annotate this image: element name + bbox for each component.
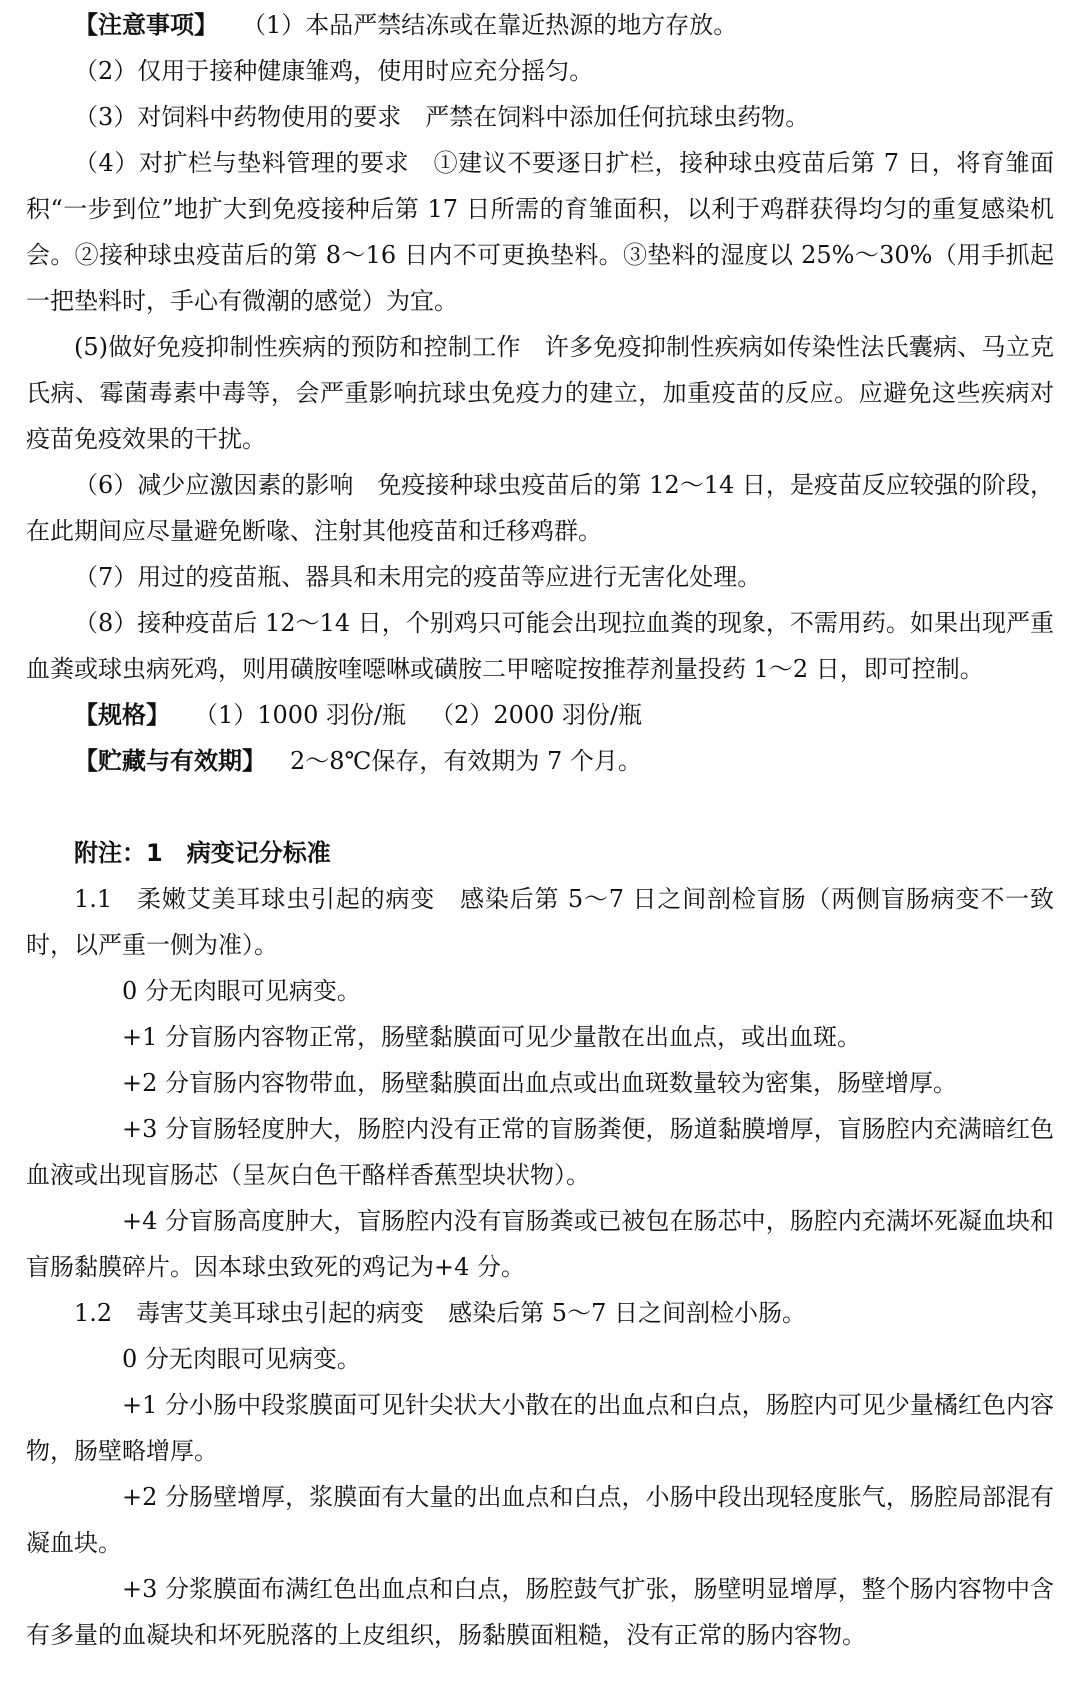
- storage-heading: 【贮藏与有效期】: [74, 747, 266, 775]
- notes-item-5-body: 许多免疫抑制性疾病如传染性法氏囊病、马立克氏病、霉菌毒素中毒等，会严重影响抗球虫免疫力的建立，加重疫苗的反应。应避免这些疾病对疫苗免疫效果的干扰。: [26, 333, 1055, 453]
- notes-item-3-body: 严禁在饲料中添加任何抗球虫药物。: [425, 103, 810, 131]
- score-label: +1 分: [122, 1023, 190, 1051]
- spec-item-1: （1）1000 羽份/瓶: [194, 701, 407, 729]
- notes-item-6-body: 免疫接种球虫疫苗后的第 12～14 日，是疫苗反应较强的阶段，在此期间应尽量避免断喙、注射其他疫苗和迁移鸡群。: [26, 471, 1054, 545]
- section-1-2-number: 1.2: [74, 1299, 113, 1327]
- spec-paragraph: [26, 692, 1054, 738]
- score-label: 0 分: [122, 1345, 169, 1373]
- notes-item-4-body: ①建议不要逐日扩栏，接种球虫疫苗后第 7 日，将育雏面积“一步到位”地扩大到免疫接种后第 17 日所需的育雏面积，以利于鸡群获得均匀的重复感染机会。②接种球虫疫苗后的第 8～16 日内不可更换垫料。③垫料的湿度以 25%～30%（用手抓起一把垫料时，手心有微潮的感觉）为宜。: [26, 149, 1054, 315]
- section-1-1-number: 1.1: [74, 885, 113, 913]
- notes-item-2: （2）仅用于接种健康雏鸡，使用时应充分摇匀。: [74, 57, 594, 85]
- spec-heading: 【规格】: [74, 701, 170, 729]
- s11-score-0: [26, 968, 1054, 1014]
- score-text: 小肠中段浆膜面可见针尖状大小散在的出血点和白点，肠腔内可见少量橘红色内容物，肠壁略增厚。: [26, 1391, 1054, 1465]
- notes-item-4-paragraph: [26, 140, 1054, 324]
- score-text: 盲肠内容物正常，肠壁黏膜面可见少量散在出血点，或出血斑。: [189, 1023, 862, 1051]
- section-spacer: [26, 784, 1054, 826]
- score-text: 盲肠内容物带血，肠壁黏膜面出血点或出血斑数量较为密集，肠壁增厚。: [189, 1069, 958, 1097]
- notes-item-3-paragraph: [26, 94, 1054, 140]
- s12-score-3: [26, 1566, 1054, 1658]
- spec-item-2: （2）2000 羽份/瓶: [430, 701, 643, 729]
- score-label: +3 分: [122, 1575, 190, 1603]
- appendix-heading: [26, 830, 1054, 876]
- s11-score-3: [26, 1106, 1054, 1198]
- score-label: +3 分: [122, 1115, 190, 1143]
- section-1-2-body: 感染后第 5～7 日之间剖检小肠。: [448, 1299, 806, 1327]
- notes-item-5-title: (5)做好免疫抑制性疾病的预防和控制工作: [74, 333, 521, 361]
- notes-item-7: （7）用过的疫苗瓶、器具和未用完的疫苗等应进行无害化处理。: [74, 563, 762, 591]
- score-label: +2 分: [122, 1069, 190, 1097]
- section-1-1-body: 感染后第 5～7 日之间剖检盲肠（两侧盲肠病变不一致时，以严重一侧为准）。: [26, 885, 1055, 959]
- score-text: 肠壁增厚，浆膜面有大量的出血点和白点，小肠中段出现轻度胀气，肠腔局部混有凝血块。: [26, 1483, 1054, 1557]
- score-text: 无肉眼可见病变。: [168, 1345, 361, 1373]
- s12-score-2: [26, 1474, 1054, 1566]
- appendix-heading-title: 病变记分标准: [186, 839, 331, 867]
- notes-item-6-paragraph: [26, 462, 1054, 554]
- storage-body: 2～8℃保存，有效期为 7 个月。: [290, 747, 642, 775]
- s12-score-0: [26, 1336, 1054, 1382]
- score-text: 盲肠轻度肿大，肠腔内没有正常的盲肠粪便，肠道黏膜增厚，盲肠腔内充满暗红色血液或出现盲肠芯（呈灰白色干酪样香蕉型块状物）。: [26, 1115, 1054, 1189]
- score-text: 盲肠高度肿大，盲肠腔内没有盲肠粪或已被包在肠芯中，肠腔内充满坏死凝血块和盲肠黏膜碎片。因本球虫致死的鸡记为+4 分。: [26, 1207, 1054, 1281]
- notes-heading: 【注意事项】: [74, 11, 218, 39]
- storage-paragraph: [26, 738, 1054, 784]
- score-label: +1 分: [122, 1391, 190, 1419]
- notes-item-1-paragraph: [26, 2, 1054, 48]
- s11-score-4: [26, 1198, 1054, 1290]
- score-label: 0 分: [122, 977, 169, 1005]
- section-1-1-title: 柔嫩艾美耳球虫引起的病变: [136, 885, 436, 913]
- section-1-1-paragraph: [26, 876, 1054, 968]
- appendix-heading-label: 附注：1: [74, 839, 163, 867]
- notes-item-4-title: （4）对扩栏与垫料管理的要求: [74, 149, 410, 177]
- notes-item-3-title: （3）对饲料中药物使用的要求: [74, 103, 402, 131]
- section-1-2-title: 毒害艾美耳球虫引起的病变: [136, 1299, 425, 1327]
- score-text: 浆膜面布满红色出血点和白点，肠腔鼓气扩张，肠壁明显增厚，整个肠内容物中含有多量的血凝块和坏死脱落的上皮组织，肠黏膜面粗糙，没有正常的肠内容物。: [26, 1575, 1054, 1649]
- score-text: 无肉眼可见病变。: [168, 977, 361, 1005]
- score-label: +4 分: [122, 1207, 190, 1235]
- s11-score-1: [26, 1014, 1054, 1060]
- score-label: +2 分: [122, 1483, 190, 1511]
- s11-score-2: [26, 1060, 1054, 1106]
- notes-item-1: （1）本品严禁结冻或在靠近热源的地方存放。: [242, 11, 738, 39]
- s12-score-1: [26, 1382, 1054, 1474]
- notes-item-6-title: （6）减少应激因素的影响: [74, 471, 354, 499]
- notes-item-8: （8）接种疫苗后 12～14 日，个别鸡只可能会出现拉血粪的现象，不需用药。如果出现严重血粪或球虫病死鸡，则用磺胺喹噁啉或磺胺二甲嘧啶按推荐剂量投药 1～2 日，即可控制。: [26, 609, 1054, 683]
- section-1-2-paragraph: [26, 1290, 1054, 1336]
- notes-item-5-paragraph: [26, 324, 1054, 462]
